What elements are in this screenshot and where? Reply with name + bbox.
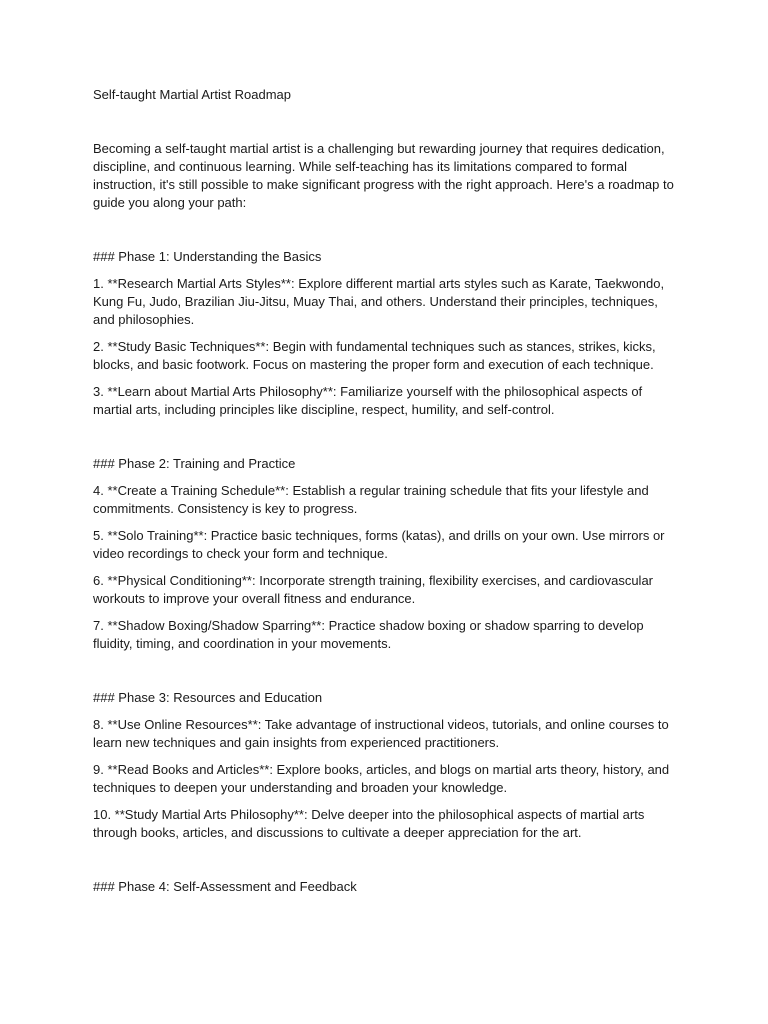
section-spacer bbox=[93, 662, 683, 689]
phase-3-section bbox=[93, 689, 683, 842]
phase-heading: ### Phase 2: Training and Practice bbox=[93, 456, 296, 471]
section-spacer bbox=[93, 428, 683, 455]
document-title: Self-taught Martial Artist Roadmap bbox=[93, 87, 291, 102]
section-spacer bbox=[93, 851, 683, 878]
phase-2-section bbox=[93, 455, 683, 653]
phase-4-section bbox=[93, 878, 683, 896]
phase-heading: ### Phase 1: Understanding the Basics bbox=[93, 249, 322, 264]
list-item: 8. **Use Online Resources**: Take advantage of instructional videos, tutorials, and online courses to learn new techniques and gain insights from experienced practitioners. bbox=[93, 717, 669, 750]
list-item: 10. **Study Martial Arts Philosophy**: Delve deeper into the philosophical aspects of martial arts through books, articles, and discussions to cultivate a deeper appreciation for the art. bbox=[93, 807, 645, 840]
list-item: 1. **Research Martial Arts Styles**: Explore different martial arts styles such as Karate, Taekwondo, Kung Fu, Judo, Brazilian Jiu-Jitsu, Muay Thai, and others. Understand their principles, techniques, and philosophies. bbox=[93, 276, 665, 327]
list-item: 4. **Create a Training Schedule**: Establish a regular training schedule that fits your lifestyle and commitments. Consistency is key to progress. bbox=[93, 483, 649, 516]
list-item: 5. **Solo Training**: Practice basic techniques, forms (katas), and drills on your own. Use mirrors or video recordings to check your form and technique. bbox=[93, 528, 665, 561]
list-item: 2. **Study Basic Techniques**: Begin with fundamental techniques such as stances, strikes, kicks, blocks, and basic footwork. Focus on mastering the proper form and execution of each technique. bbox=[93, 339, 656, 372]
intro-paragraph: Becoming a self-taught martial artist is a challenging but rewarding journey that requires dedication, discipline, and continuous learning. While self-teaching has its limitations compared to formal instruction, it's still possible to make significant progress with the right approach. Here's a roadmap to guide you along your path: bbox=[93, 141, 674, 210]
phase-heading: ### Phase 4: Self-Assessment and Feedback bbox=[93, 879, 357, 894]
list-item: 6. **Physical Conditioning**: Incorporate strength training, flexibility exercises, and cardiovascular workouts to improve your overall fitness and endurance. bbox=[93, 573, 654, 606]
list-item: 7. **Shadow Boxing/Shadow Sparring**: Practice shadow boxing or shadow sparring to develop fluidity, timing, and coordination in your movements. bbox=[93, 618, 644, 651]
list-item: 3. **Learn about Martial Arts Philosophy**: Familiarize yourself with the philosophical aspects of martial arts, including principles like discipline, respect, humility, and self-control. bbox=[93, 384, 643, 417]
phase-1-section bbox=[93, 248, 683, 419]
document-body bbox=[93, 86, 683, 905]
phase-heading: ### Phase 3: Resources and Education bbox=[93, 690, 323, 705]
list-item: 9. **Read Books and Articles**: Explore books, articles, and blogs on martial arts theory, history, and techniques to deepen your understanding and broaden your knowledge. bbox=[93, 762, 670, 795]
